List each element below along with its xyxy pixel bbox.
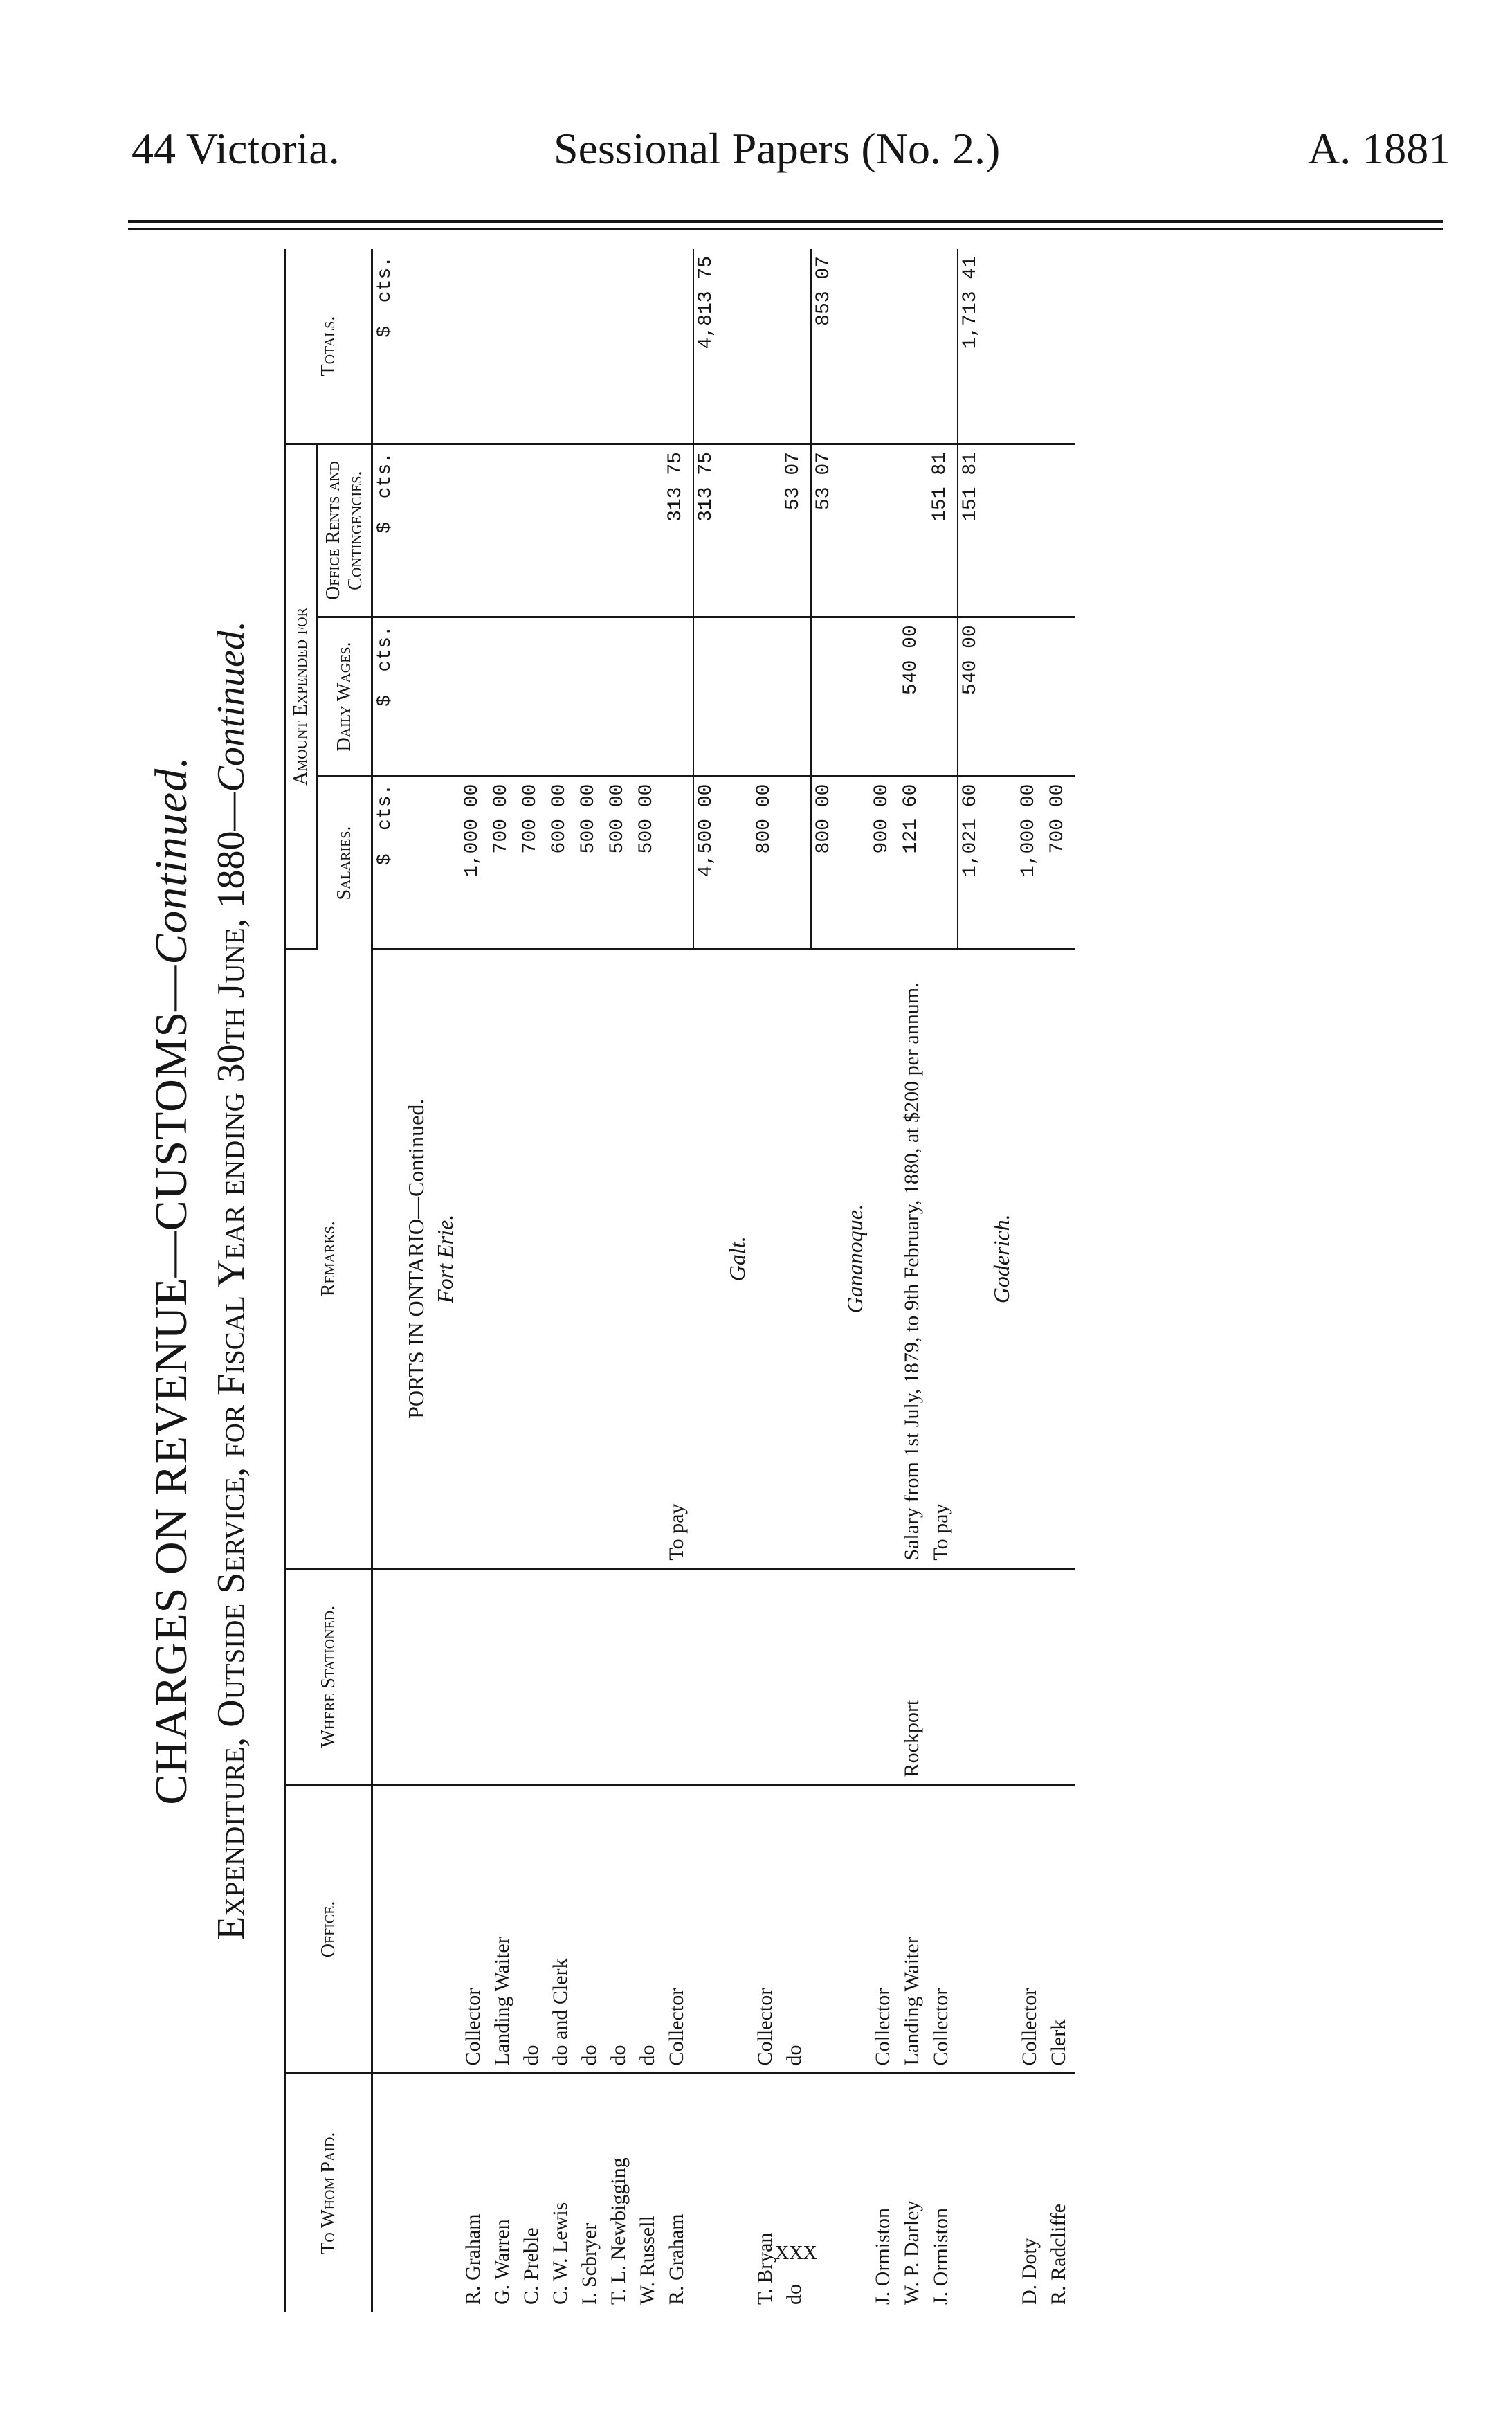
col-header-to-whom: To Whom Paid. [285,2074,372,2312]
col-header-amount-group: Amount Expended for [285,444,318,950]
office-title: Collector [870,1785,899,2074]
station [664,1568,693,1785]
rents-amount [1017,444,1046,617]
empty-cell [811,1568,841,1785]
sub-title: Expenditure, Outside Service, for Fiscal Year ending 30th June, 1880—Continued. [210,621,253,1940]
salary-amount: 500 00 [576,776,605,949]
subtotal-rents: 151 81 [958,444,987,617]
office-title: Landing Waiter [489,1785,518,2074]
wages-amount: 540 00 [899,617,928,776]
rents-amount [518,444,547,617]
empty-cell [841,1785,870,2074]
remarks-text [489,949,518,1568]
empty-cell [841,1568,870,1785]
empty-cell [723,2074,752,2312]
salary-amount: 500 00 [605,776,635,949]
empty-cell [841,2074,870,2312]
office-title: Clerk [1046,1785,1075,2074]
col-header-salaries: Salaries. [318,776,372,949]
empty-cell [987,1568,1017,1785]
empty-cell [811,1785,841,2074]
payee-name: do [783,2284,805,2305]
rents-amount: 53 07 [781,444,811,617]
col-header-totals: Totals. [285,249,372,444]
table-row [664,249,693,2312]
rents-amount [605,444,635,617]
page-header-session: 44 Victoria. [131,124,340,173]
remarks-text [460,949,489,1568]
empty-cell [987,776,1017,949]
payee-name: J. Ormiston [871,2207,894,2305]
section-title: PORTS IN ONTARIO—Continued. [402,949,431,1568]
subtotal-row [693,249,723,2312]
empty-cell [693,2074,723,2312]
remarks-text [781,949,811,1568]
table-row [518,249,547,2312]
page-header-year: A. 1881 [1308,124,1451,173]
empty-cell [723,1568,752,1785]
place-heading: Galt. [723,949,752,1568]
subtotal-wages [693,617,723,776]
salary-amount [664,776,693,949]
empty-cell [431,617,460,776]
wages-amount [1046,617,1075,776]
table-row [605,249,635,2312]
station [460,1568,489,1785]
main-title: CHARGES ON REVENUE—CUSTOMS—Continued. [146,756,197,1805]
empty-cell [811,949,841,1568]
remarks-text: To pay [664,949,693,1568]
group-total: 1,713 41 [958,249,987,444]
empty-cell [987,1785,1017,2074]
total-amount [899,249,928,444]
total-amount [752,249,781,444]
station [752,1568,781,1785]
subtotal-rents: 53 07 [811,444,841,617]
wages-amount [605,617,635,776]
wages-amount [752,617,781,776]
remarks-text [576,949,605,1568]
empty-cell [431,1785,460,2074]
empty-cell [958,1568,987,1785]
payee-name: W. Russell [636,2216,659,2305]
salary-amount: 700 00 [1046,776,1075,949]
page-header-title: Sessional Papers (No. 2.) [554,124,1001,173]
wages-amount [635,617,664,776]
salary-amount: 1,000 00 [1017,776,1046,949]
empty-cell [723,1785,752,2074]
place-row [723,249,752,2312]
salary-amount: 1,000 00 [460,776,489,949]
rents-amount [576,444,605,617]
station [605,1568,635,1785]
remarks-text: To pay [928,949,958,1568]
empty-cell [431,444,460,617]
total-amount [870,249,899,444]
empty-cell [431,776,460,949]
place-row [987,249,1017,2312]
office-title: Landing Waiter [899,1785,928,2074]
wages-amount [781,617,811,776]
rents-amount [547,444,576,617]
empty-cell [723,249,752,444]
group-total: 4,813 75 [693,249,723,444]
office-title: Collector [460,1785,489,2074]
rotated-table-page [131,208,1446,2353]
total-amount [664,249,693,444]
table-row [489,249,518,2312]
salary-amount [781,776,811,949]
units-salaries: $ cts. [372,776,403,949]
payee-name: J. Ormiston [929,2207,952,2305]
rents-amount [1046,444,1075,617]
expenditure-table [284,249,1075,2312]
table-row [635,249,664,2312]
station [928,1568,958,1785]
table-row [928,249,958,2312]
salary-amount: 700 00 [489,776,518,949]
wages-amount [460,617,489,776]
station [781,1568,811,1785]
office-title: do [576,1785,605,2074]
station [1017,1568,1046,1785]
wages-amount [576,617,605,776]
total-amount [1017,249,1046,444]
salary-amount: 600 00 [547,776,576,949]
total-amount [576,249,605,444]
payee-name: R. Graham [462,2213,484,2305]
rents-amount [899,444,928,617]
section-row [402,249,431,2312]
subtotal-rents: 313 75 [693,444,723,617]
col-header-rents: Office Rents and Contingencies. [318,444,372,617]
rents-amount: 151 81 [928,444,958,617]
total-amount [547,249,576,444]
subtotal-salaries: 4,500 00 [693,776,723,949]
place-row [841,249,870,2312]
remarks-text [605,949,635,1568]
rents-amount: 313 75 [664,444,693,617]
table-row [1017,249,1046,2312]
salary-amount [928,776,958,949]
empty-cell [987,617,1017,776]
remarks-text [1017,949,1046,1568]
empty-cell [723,776,752,949]
table-row [576,249,605,2312]
payee-name: R. Radcliffe [1047,2203,1070,2305]
rents-amount [870,444,899,617]
empty-cell [693,1568,723,1785]
total-amount [1046,249,1075,444]
remarks-text [752,949,781,1568]
payee-name: I. Scbryer [578,2222,601,2305]
table-body [372,249,1075,2312]
salary-amount: 500 00 [635,776,664,949]
wages-amount [870,617,899,776]
table-row [752,249,781,2312]
office-title: Collector [752,1785,781,2074]
office-title: do and Clerk [547,1785,576,2074]
subtotal-wages [811,617,841,776]
place-row [431,249,460,2312]
salary-amount: 900 00 [870,776,899,949]
remarks-text: Salary from 1st July, 1879, to 9th February, 1880, at $200 per annum. [899,949,928,1568]
office-title: Collector [664,1785,693,2074]
remarks-text [870,949,899,1568]
total-amount [460,249,489,444]
wages-amount [1017,617,1046,776]
remarks-text [518,949,547,1568]
margin-mark [775,2243,851,2263]
payee-name: R. Graham [665,2213,688,2305]
empty-cell [841,249,870,444]
office-title: Collector [928,1785,958,2074]
total-amount [635,249,664,444]
station: Rockport [899,1568,928,1785]
empty-cell [987,2074,1017,2312]
payee-name: C. Preble [520,2227,543,2305]
remarks-text [547,949,576,1568]
subtotal-salaries: 1,021 60 [958,776,987,949]
remarks-text [1046,949,1075,1568]
group-total: 853 07 [811,249,841,444]
empty-cell [841,617,870,776]
salary-amount: 700 00 [518,776,547,949]
station [518,1568,547,1785]
empty-cell [987,444,1017,617]
subtotal-row [958,249,987,2312]
payee-name: G. Warren [491,2219,513,2305]
col-header-office: Office. [285,1785,372,2074]
station [870,1568,899,1785]
office-title: do [635,1785,664,2074]
total-amount [928,249,958,444]
empty-cell [693,1785,723,2074]
empty-cell [841,444,870,617]
station [576,1568,605,1785]
empty-cell [958,1785,987,2074]
table-row [1046,249,1075,2312]
units-wages: $ cts. [372,617,403,776]
payee-name: T. L. Newbigging [607,2157,630,2305]
place-heading: Fort Erie. [431,949,460,1568]
table-row [781,249,811,2312]
empty-cell [431,2074,460,2312]
empty-cell [431,249,460,444]
payee-name: C. W. Lewis [549,2202,572,2305]
payee-name: T. Bryan [754,2232,776,2305]
table-row [899,249,928,2312]
col-header-where: Where Stationed. [285,1568,372,1785]
units-row [372,249,403,2312]
office-title: do [781,1785,811,2074]
table-row [870,249,899,2312]
subtotal-salaries: 800 00 [811,776,841,949]
subtotal-row [811,249,841,2312]
empty-cell [723,444,752,617]
office-title: do [605,1785,635,2074]
place-heading: Goderich. [987,949,1017,1568]
empty-cell [431,1568,460,1785]
office-title: do [518,1785,547,2074]
units-totals: $ cts. [372,249,403,444]
col-header-wages: Daily Wages. [318,617,372,776]
salary-amount: 121 60 [899,776,928,949]
total-amount [781,249,811,444]
wages-amount [928,617,958,776]
rents-amount [460,444,489,617]
rents-amount [752,444,781,617]
units-rents: $ cts. [372,444,403,617]
payee-name: D. Doty [1018,2238,1041,2305]
wages-amount [489,617,518,776]
wages-amount [518,617,547,776]
empty-cell [987,249,1017,444]
table-row [547,249,576,2312]
empty-cell [841,776,870,949]
table-row [460,249,489,2312]
station [547,1568,576,1785]
svg-text:XXX: XXX [775,2243,817,2263]
station [635,1568,664,1785]
remarks-text [635,949,664,1568]
empty-cell [958,2074,987,2312]
rents-amount [635,444,664,617]
total-amount [605,249,635,444]
total-amount [489,249,518,444]
empty-cell [693,949,723,1568]
wages-amount [664,617,693,776]
office-title: Collector [1017,1785,1046,2074]
empty-cell [723,617,752,776]
station [1046,1568,1075,1785]
wages-amount [547,617,576,776]
subtotal-wages: 540 00 [958,617,987,776]
station [489,1568,518,1785]
col-header-remarks: Remarks. [285,949,372,1568]
total-amount [518,249,547,444]
salary-amount: 800 00 [752,776,781,949]
empty-cell [811,2074,841,2312]
rents-amount [489,444,518,617]
payee-name: W. P. Darley [900,2200,923,2305]
place-heading: Gananoque. [841,949,870,1568]
empty-cell [958,949,987,1568]
